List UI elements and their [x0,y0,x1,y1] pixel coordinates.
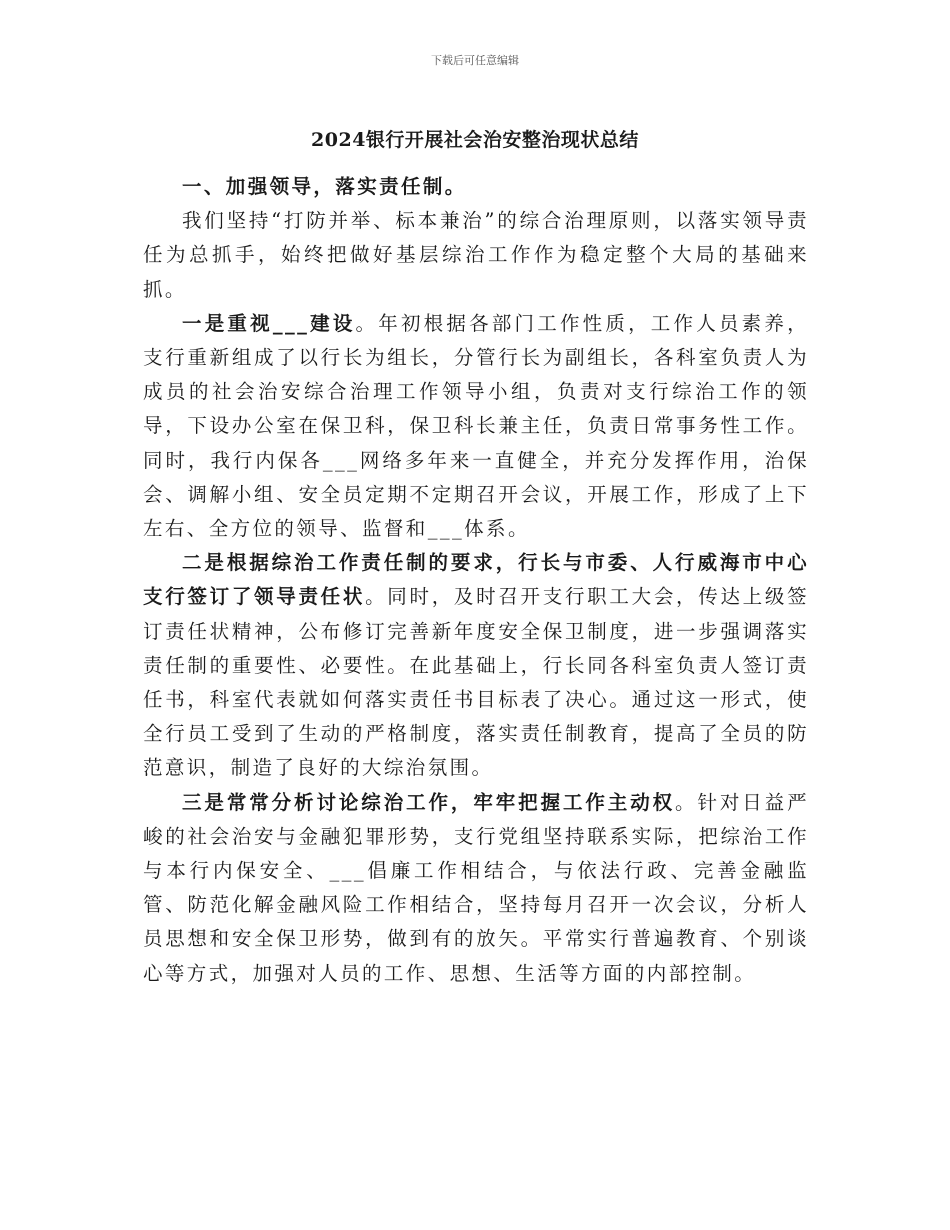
paragraph-2-lead: 一是重视___建设 [182,311,356,335]
paragraph-2-text: 。年初根据各部门工作性质，工作人员素养，支行重新组成了以行长为组长，分管行长为副组长，各科室负责人为成员的社会治安综合治理工作领导小组，负责对支行综治工作的领导，下设办公室在保卫科，保卫科长兼主任，负责日常事务性工作。同时，我行内保各___网络多年来一直健全，并充分发挥作用，治保会、调解小组、安全员定期不定期召开会议，开展工作，形成了上下左右、全方位的领导、监督和___体系。 [143,311,809,541]
header-note: 下载后可任意编辑 [431,54,519,67]
paragraph-2 [143,307,809,546]
document-body [143,170,809,991]
paragraph-3-lead: 二是根据综治工作责任制的要求，行长与市委、人行威海市中心支行签订了领导责任状 [143,551,809,609]
paragraph-4-text: 。针对日益严峻的社会治安与金融犯罪形势，支行党组坚持联系实际，把综治工作与本行内保安全、___倡廉工作相结合，与依法行政、完善金融监管、防范化解金融风险工作相结合，坚持每月召开一次会议，分析人员思想和安全保卫形势，做到有的放矢。平常实行普遍教育、个别谈心等方式，加强对人员的工作、思想、生活等方面的内部控制。 [143,790,809,985]
paragraph-4-lead: 三是常常分析讨论综治工作，牢牢把握工作主动权 [182,790,676,814]
paragraph-1 [143,204,809,307]
section-heading: 一、加强领导，落实责任制。 [182,175,467,198]
document-title: 2024银行开展社会治安整治现状总结 [311,129,639,151]
paragraph-1-text: 我们坚持“打防并举、标本兼治”的综合治理原则，以落实领导责任为总抓手，始终把做好基层综治工作作为稳定整个大局的基础来抓。 [143,209,809,301]
paragraph-3-text: 。同时，及时召开支行职工大会，传达上级签订责任状精神，公布修订完善新年度安全保卫制度，进一步强调落实责任制的重要性、必要性。在此基础上，行长同各科室负责人签订责任书，科室代表就如何落实责任书目标表了决心。通过这一形式，使全行员工受到了生动的严格制度，落实责任制教育，提高了全员的防范意识，制造了良好的大综治氛围。 [143,585,809,780]
paragraph-4 [143,786,809,991]
paragraph-3 [143,546,809,785]
